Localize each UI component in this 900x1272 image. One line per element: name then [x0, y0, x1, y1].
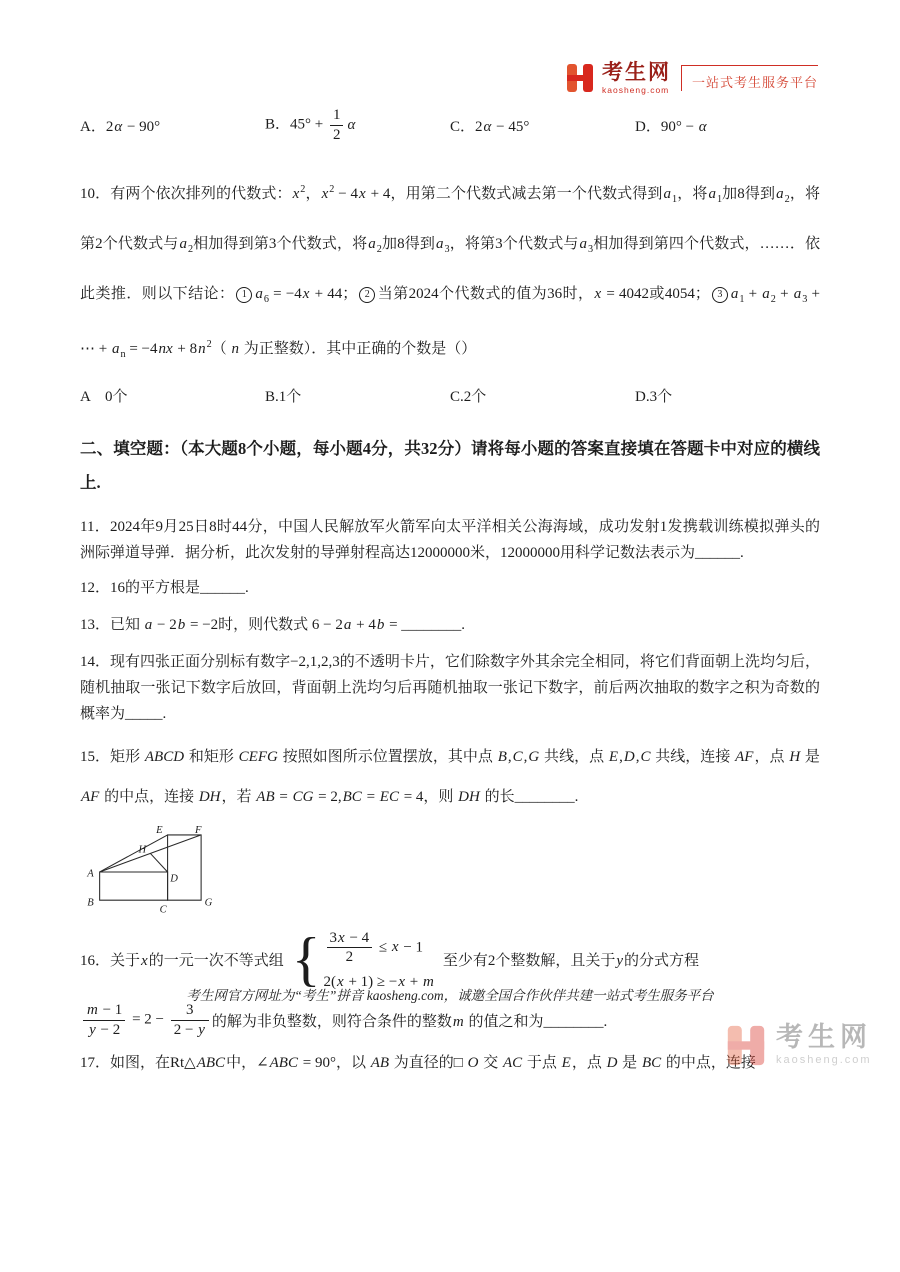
option-d: D．90° − α: [635, 118, 707, 135]
inequality-2: 2(x + 1) ≥ −x + m: [323, 974, 434, 990]
question-15-figure: [82, 826, 232, 925]
section-2-heading: 二、填空题：（本大题8个小题，每小题4分，共32分）请将每小题的答案直接填在答题卡中对应的横线上.: [80, 438, 820, 492]
segment-af: [100, 834, 201, 871]
question-16-lead: 16．关于x的一元一次不等式组: [80, 953, 284, 970]
question-9-options: [80, 106, 820, 145]
option-a: A．2α − 90°: [80, 118, 161, 135]
question-10-options: [80, 385, 820, 406]
option-d: D.3个: [635, 388, 673, 405]
option-b: B．45° + $\frac{1}{2}$ α: [265, 107, 356, 143]
inequality-1: $\frac{3x - 4}{2}$ ≤ x − 1: [324, 929, 435, 968]
question-17: 17．如图，在Rt△ABC中，∠ABC = 90°，以 AB 为直径的□ O 交 AC 于点 E，点 D 是 BC 的中点，连接: [80, 1054, 756, 1071]
brand-name: 考生网: [601, 61, 671, 84]
question-10: 10．有两个依次排列的代数式：$x^2$，$x^2 - 4x + 4$，用第二个代数式减去第一个代数式得到$a_1$，将$a_1$加8得到$a_2$，将第2个代数式与$a_2$相加得到第3个代数式，将$a_2$加8得到$a_3$，将第3个代数式与$a_3$相加得到第四个代数式，……．依此类推．则以下结论： 1 $a_6 = -4x + 44$； 2 当第2024个代数式的值为36时，x = 4042或4054； 3 $a_1 + a_2 + a_3$ + ⋯ + $a_n = -4nx + 8n^2$（ n 为正整数）．其中正确的个数是（）: [80, 183, 820, 360]
watermark-brand: 考生网: [776, 1022, 872, 1052]
label-d: D: [170, 873, 178, 885]
question-16-mid: 至少有2个整数解，且关于y的分式方程: [442, 953, 700, 970]
brand-domain: kaosheng.com: [601, 85, 670, 95]
option-a: A 0个: [80, 388, 128, 405]
footer-note: 考生网官方网址为“考生”拼音 kaosheng.com，诚邀全国合作伙伴共建一站式考生服务平台: [186, 987, 714, 1003]
rectangle-abcd: [100, 871, 168, 899]
watermark-domain: kaosheng.com: [776, 1054, 872, 1066]
inequality-system: [291, 926, 435, 993]
watermark-logo: [725, 1023, 872, 1068]
rectangle-cefg: [168, 834, 202, 899]
segment-ae: [100, 834, 168, 871]
question-16-equation: $\frac{m - 1}{y - 2}$ = 2 − $\frac{3}{2 - y}$: [80, 1001, 212, 1040]
label-b: B: [87, 897, 94, 908]
label-h: H: [138, 844, 147, 856]
label-e: E: [156, 825, 163, 836]
question-15: 15．矩形 ABCD 和矩形 CEFG 按照如图所示位置摆放，其中点 B,C,G 共线，点 E,D,C 共线，连接 AF，点 H 是 AF 的中点，连接 DH，若 AB = CG = 2,BC = EC = 4，则 DH 的长________.: [80, 748, 820, 805]
question-16-part2: [80, 1001, 820, 1040]
question-14: 14．现有四张正面分别标有数字−2,1,2,3的不透明卡片，它们除数字外其余完全相同，将它们背面朝上洗均匀后，随机抽取一张记下数字后放回，背面朝上洗均匀后再随机抽取一张记下数字，前后两次抽取的数字之积为奇数的概率为_____.: [80, 653, 820, 722]
brace-glyph: {: [291, 926, 321, 993]
brand-text: [602, 62, 671, 95]
label-g: G: [204, 897, 213, 908]
segment-dh: [150, 853, 167, 872]
option-c: C.2个: [450, 388, 487, 405]
question-11: 11．2024年9月25日8时44分，中国人民解放军火箭军向太平洋相关公海海域，成功发射1发携载训练模拟弹头的洲际弹道导弹．据分析，此次发射的导弹射程高达12000000米，12000000用科学记数法表示为______.: [80, 518, 820, 561]
question-13: 13．已知 a − 2b = −2时，则代数式 6 − 2a + 4b = ________.: [80, 616, 466, 633]
question-16-part1: [80, 926, 820, 993]
brand-logo-icon: [565, 62, 595, 94]
question-16-tail: 的解为非负整数，则符合条件的整数m 的值之和为________.: [211, 1013, 608, 1030]
watermark-logo-icon: [725, 1023, 767, 1068]
label-f: F: [194, 825, 202, 836]
label-a: A: [87, 867, 94, 879]
brand-tagline: 一站式考生服务平台: [681, 65, 818, 91]
question-12: 12．16的平方根是______.: [80, 579, 249, 596]
option-c: C．2α − 45°: [450, 118, 530, 135]
watermark-text: [776, 1024, 872, 1066]
site-logo: [565, 62, 818, 95]
label-c: C: [159, 904, 167, 916]
inequality-rows: [324, 929, 435, 992]
option-b: B.1个: [265, 388, 302, 405]
